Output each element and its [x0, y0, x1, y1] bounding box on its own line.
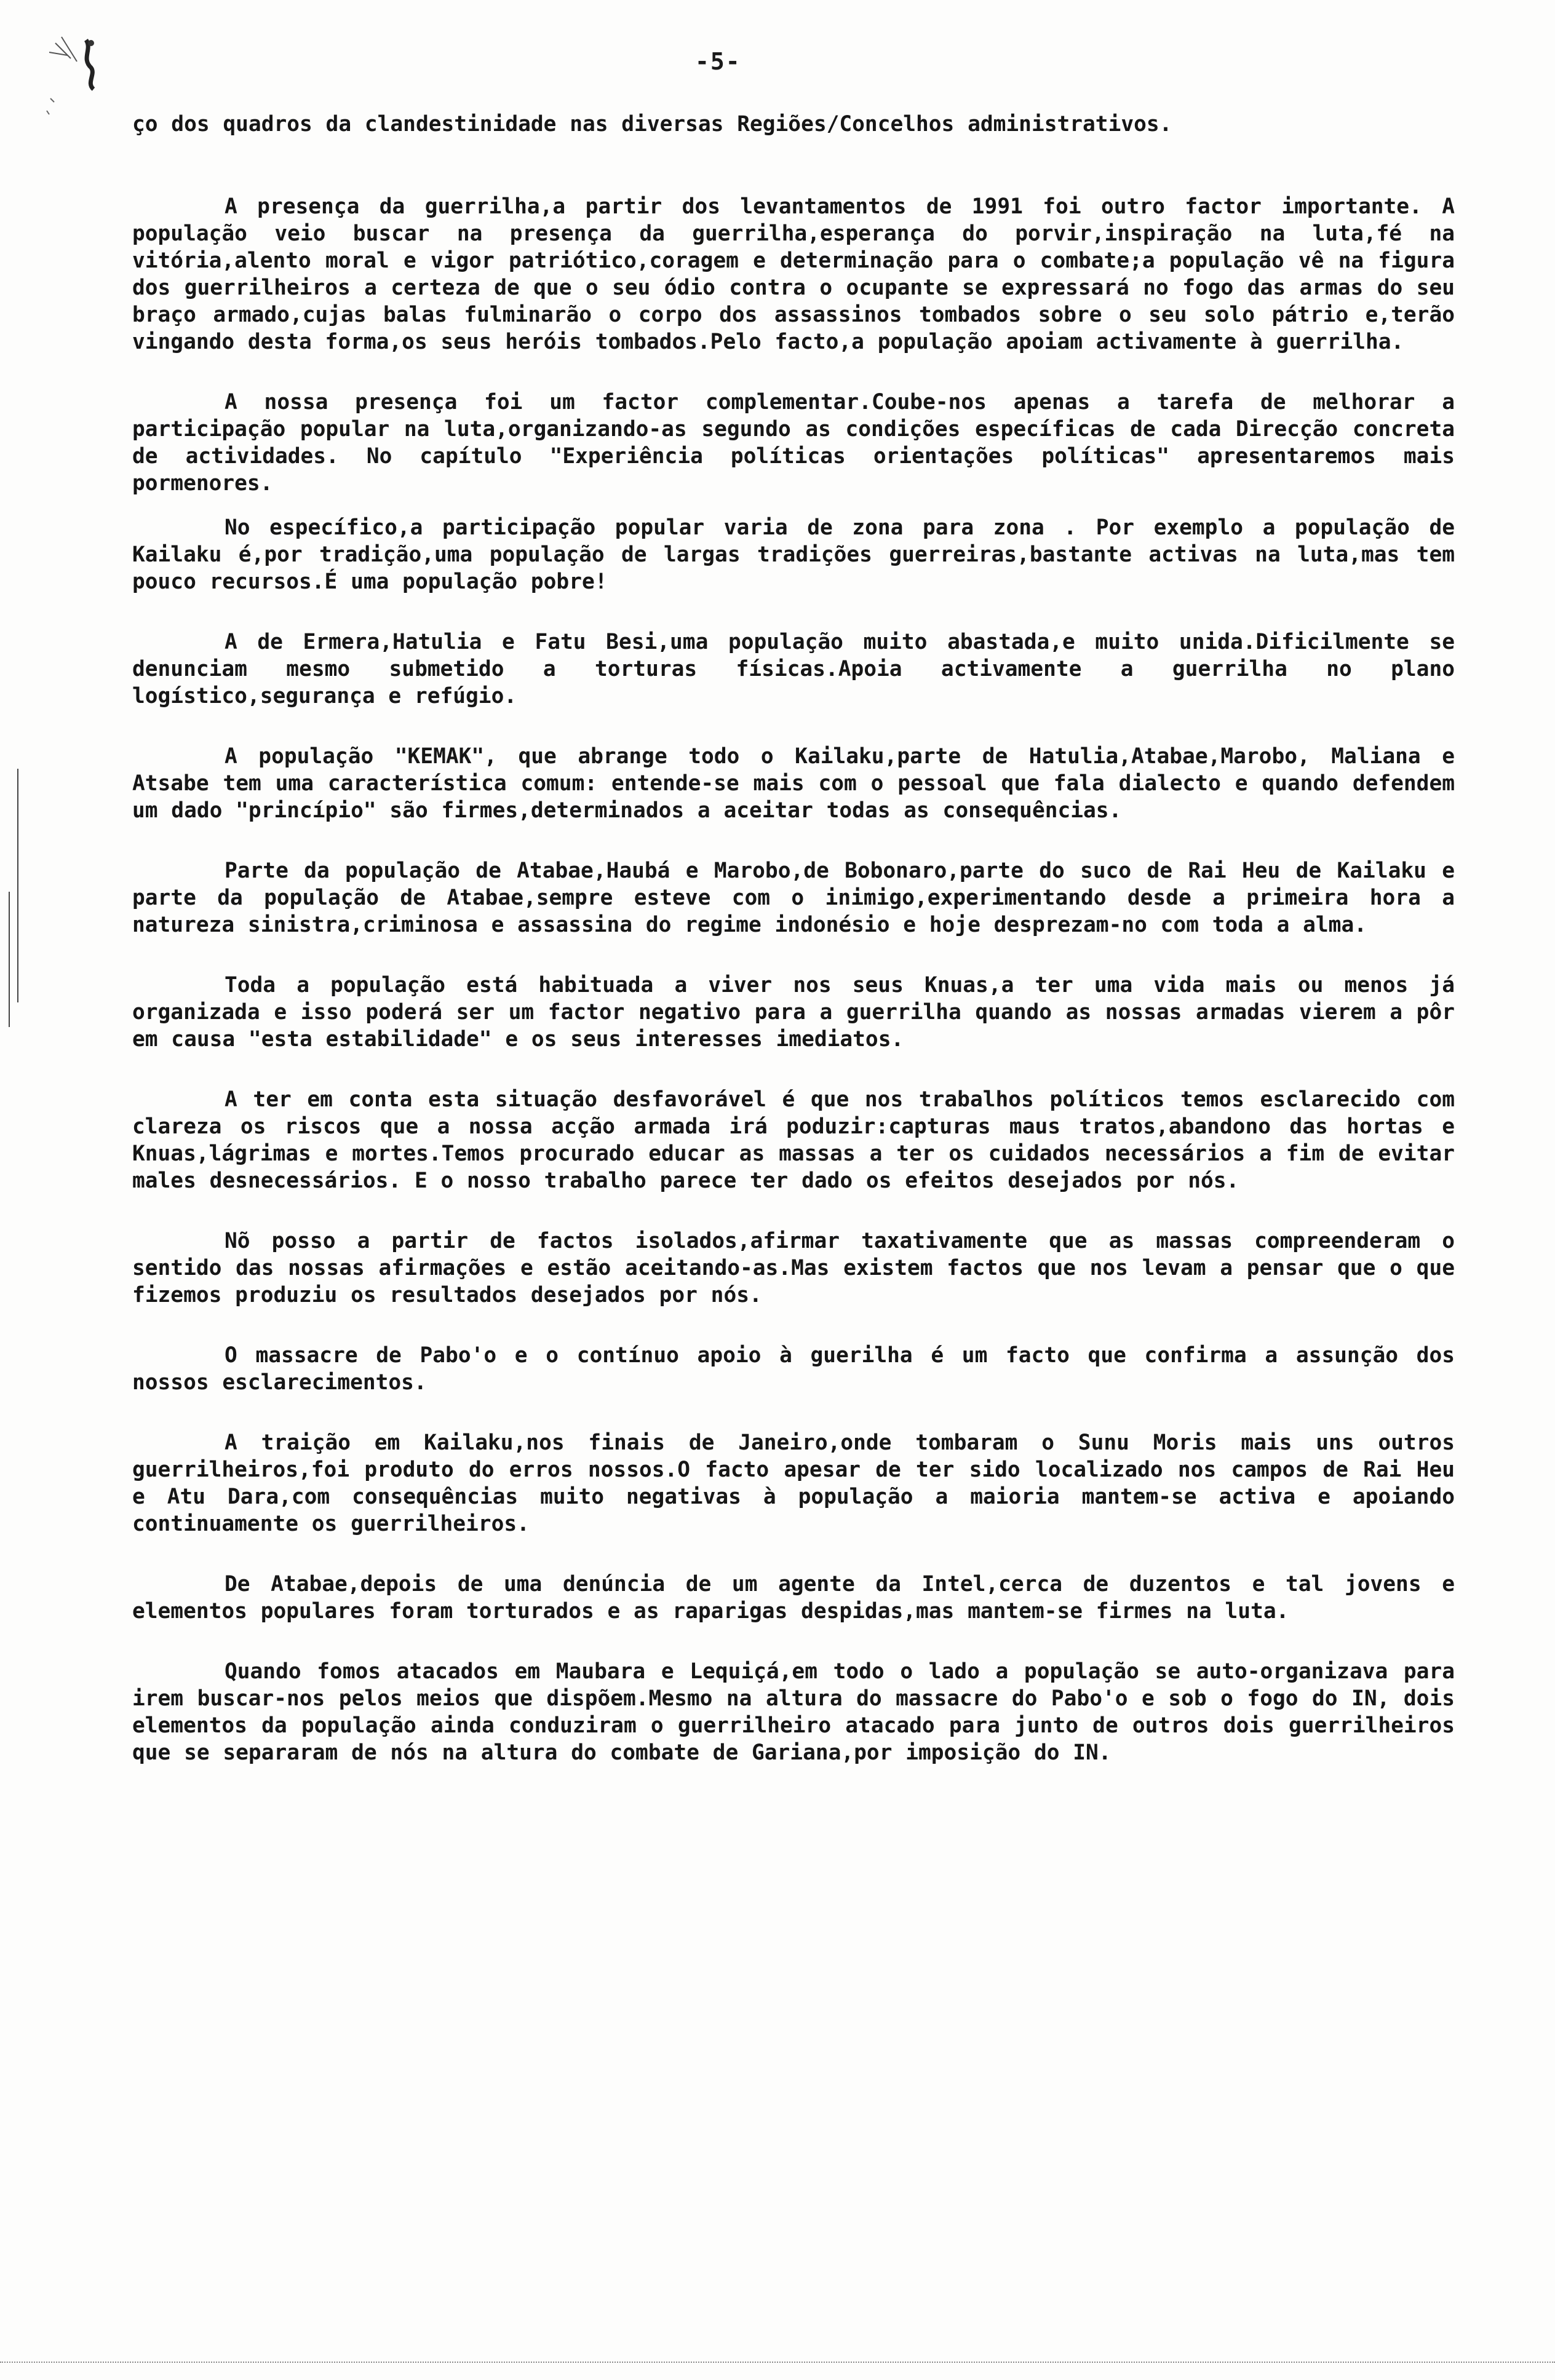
paragraph: A ter em conta esta situação desfavorável é que nos trabalhos políticos temos esclarecido com clareza os riscos que a nossa acção armada irá poduzir:capturas maus tratos,abandono das hortas e Knuas,lágrimas e mortes.Temos procurado educar as massas a ter os cuidados necessários a fim de evitar males desnecessários. E o nosso trabalho parece ter dado os efeitos desejados por nós.	[132, 1087, 1455, 1193]
scan-mark-icon	[43, 25, 117, 117]
paragraph: ço dos quadros da clandestinidade nas diversas Regiões/Concelhos administrativos.	[132, 112, 1172, 137]
paragraph: A de Ermera,Hatulia e Fatu Besi,uma população muito abastada,e muito unida.Dificilmente se denunciam mesmo submetido a torturas físicas.Apoia activamente a guerrilha no plano logístico,segurança e refúgio.	[132, 630, 1455, 708]
paragraph: A população "KEMAK", que abrange todo o Kailaku,parte de Hatulia,Atabae,Marobo, Maliana e Atsabe tem uma característica comum: entende-se mais com o pessoal que fala dialecto e quando defendem um dado "princípio" são firmes,determinados a aceitar todas as consequências.	[132, 744, 1455, 823]
footer-scan-edge	[0, 2362, 1555, 2369]
paragraph: De Atabae,depois de uma denúncia de um agente da Intel,cerca de duzentos e tal jovens e elementos populares foram torturados e as raparigas despidas,mas mantem-se firmes na luta.	[132, 1572, 1455, 1624]
paragraph: A nossa presença foi um factor complementar.Coube-nos apenas a tarefa de melhorar a participação popular na luta,organizando-as segundo as condições específicas de cada Direcção concreta de actividades. No capítulo "Experiência políticas orientações políticas" apresentaremos mais pormenores.	[132, 390, 1455, 496]
body-text	[132, 111, 1455, 1799]
margin-line	[17, 769, 18, 1002]
paragraph: A presença da guerrilha,a partir dos levantamentos de 1991 foi outro factor importante. A população veio buscar na presença da guerrilha,esperança do porvir,inspiração na luta,fé na vitória,alento moral e vigor patriótico,coragem e determinação para o combate;a população vê na figura dos guerrilheiros a certeza de que o seu ódio contra o ocupante se expressará no fogo das armas do seu braço armado,cujas balas fulminarão o corpo dos assassinos tombados sobre o seu solo pátrio e,terão vingando desta forma,os seus heróis tombados.Pelo facto,a população apoiam activamente à guerrilha.	[132, 194, 1455, 354]
paragraph: A traição em Kailaku,nos finais de Janeiro,onde tombaram o Sunu Moris mais uns outros guerrilheiros,foi produto do erros nossos.O facto apesar de ter sido localizado nos campos de Rai Heu e Atu Dara,com consequências muito negativas à população a maioria mantem-se activa e apoiando continuamente os guerrilheiros.	[132, 1430, 1455, 1536]
paragraph: Quando fomos atacados em Maubara e Lequiçá,em todo o lado a população se auto-organizava para irem buscar-nos pelos meios que dispõem.Mesmo na altura do massacre do Pabo'o e sob o fogo do IN, dois elementos da população ainda conduziram o guerrilheiro atacado para junto de outros dois guerrilheiros que se separaram de nós na altura do combate de Gariana,por imposição do IN.	[132, 1659, 1455, 1765]
paragraph: O massacre de Pabo'o e o contínuo apoio à guerilha é um facto que confirma a assunção dos nossos esclarecimentos.	[132, 1343, 1455, 1395]
page-number: -5-	[695, 48, 741, 75]
margin-line	[9, 892, 10, 1027]
paragraph: Toda a população está habituada a viver nos seus Knuas,a ter uma vida mais ou menos já organizada e isso poderá ser um factor negativo para a guerrilha quando as nossas armadas vierem a pôr em causa "esta estabilidade" e os seus interesses imediatos.	[132, 973, 1455, 1052]
paragraph: Parte da população de Atabae,Haubá e Marobo,de Bobonaro,parte do suco de Rai Heu de Kailaku e parte da população de Atabae,sempre esteve com o inimigo,experimentando desde a primeira hora a natureza sinistra,criminosa e assassina do regime indonésio e hoje desprezam-no com toda a alma.	[132, 859, 1455, 937]
paragraph: Nõ posso a partir de factos isolados,afirmar taxativamente que as massas compreenderam o sentido das nossas afirmações e estão aceitando-as.Mas existem factos que nos levam a pensar que o que fizemos produziu os resultados desejados por nós.	[132, 1229, 1455, 1307]
paragraph: No específico,a participação popular varia de zona para zona . Por exemplo a população de Kailaku é,por tradição,uma população de largas tradições guerreiras,bastante activas na luta,mas tem pouco recursos.É uma população pobre!	[132, 515, 1455, 594]
